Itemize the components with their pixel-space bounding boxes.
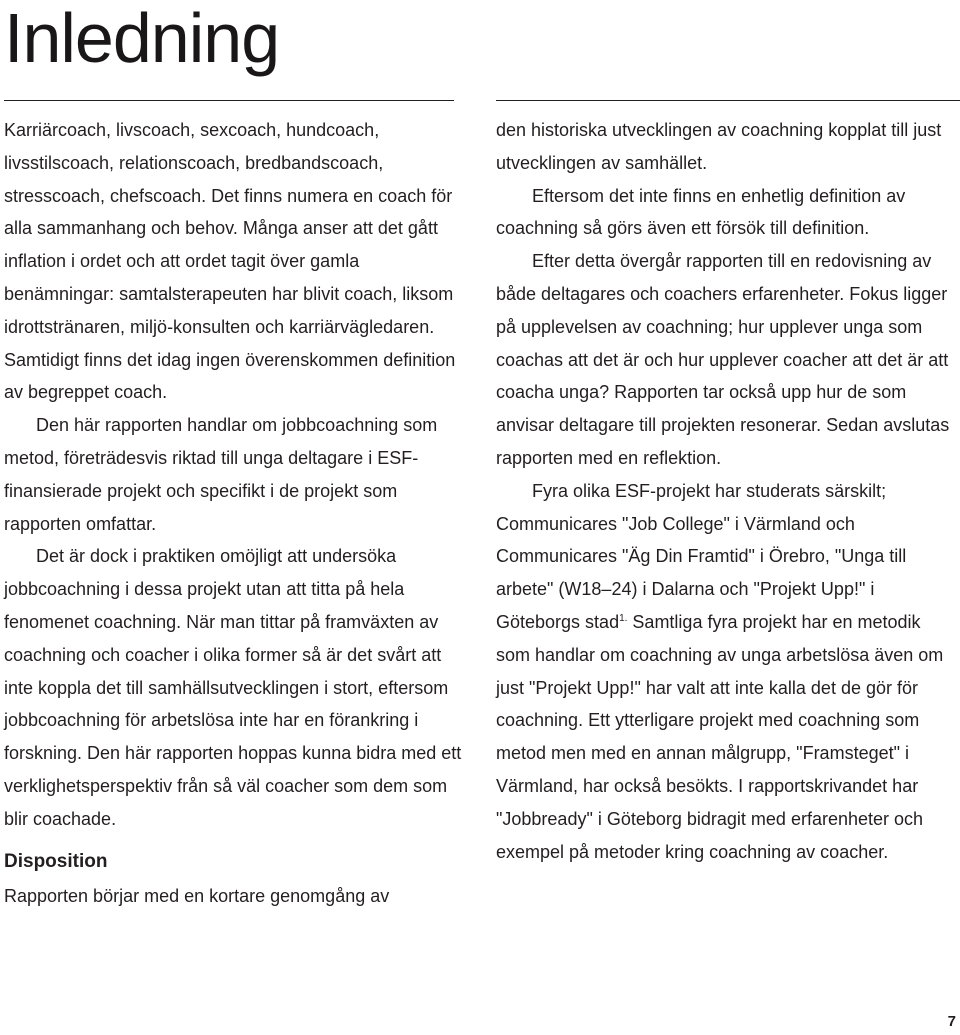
right-column-rule — [496, 100, 960, 101]
page-title: Inledning — [4, 0, 280, 77]
left-paragraph-4: Rapporten börjar med en kortare genomgång av — [4, 885, 390, 906]
right-paragraph-4-text-a: Fyra olika ESF-projekt har studerats särskilt; Communicares "Job College" i Värmland och Communicares "Äg Din Framtid" i Örebro, "Unga till arbete" (W18–24) i Dalarna och "Projekt Upp!" i Göteborgs stad — [496, 480, 907, 632]
left-paragraph-3: Det är dock i praktiken omöjligt att undersöka jobbcoachning i dessa projekt utan att titta på hela fenomenet coachning. När man tittar på framväxten av coachning och coacher i olika former så är det svårt att inte koppla det till samhällsutvecklingen i stort, eftersom jobbcoachning för arbetslösa inte har en förankring i forskning. Den här rapporten hoppas kunna bidra med ett verklighetsperspektiv från så väl coacher som dem som blir coachade. — [4, 546, 462, 829]
right-paragraph-4 — [496, 475, 958, 869]
left-paragraph-1: Karriärcoach, livscoach, sexcoach, hundcoach, livsstilscoach, relationscoach, bredbandscoach, stresscoach, chefscoach. Det finns numera en coach för alla sammanhang och behov. Många anser att det gått inflation i ordet och att ordet tagit över gamla benämningar: samtalsterapeuten har blivit coach, liksom idrottstränaren, miljö-konsulten och karriärvägledaren. Samtidigt finns det idag ingen överenskommen definition av begreppet coach. — [4, 120, 456, 403]
left-paragraph-2: Den här rapporten handlar om jobbcoachning som metod, företrädesvis riktad till unga deltagare i ESF-finansierade projekt och specifikt i de projekt som rapporten omfattar. — [4, 415, 438, 534]
right-paragraph-1: den historiska utvecklingen av coachning kopplat till just utvecklingen av samhället. — [496, 120, 942, 173]
right-paragraph-4-text-b: Samtliga fyra projekt har en metodik som handlar om coachning av unga arbetslösa även om just "Projekt Upp!" har valt att inte kalla det de gör för coachning. Ett ytterligare projekt med coachning som metod men med en annan målgrupp, "Framsteget" i Värmland, har också besökts. I rapportskrivandet har "Jobbready" i Göteborg bidragit med erfarenheter och exempel på metoder kring coachning av coacher. — [496, 611, 944, 862]
section-heading-disposition: Disposition — [4, 850, 108, 872]
left-column — [4, 114, 466, 912]
right-paragraph-3: Efter detta övergår rapporten till en redovisning av både deltagares och coachers erfarenheter. Fokus ligger på upplevelsen av coachning; hur upplever unga som coachas att det är och hur upplever coacher att det är att coacha unga? Rapporten tar också upp hur de som anvisar deltagare till projekten resonerar. Sedan avslutas rapporten med en reflektion. — [496, 251, 950, 468]
right-paragraph-2: Eftersom det inte finns en enhetlig definition av coachning så görs även ett försök till definition. — [496, 185, 906, 239]
page-number: 7 — [947, 1013, 956, 1030]
right-column — [496, 114, 958, 868]
footnote-marker: 1. — [619, 612, 628, 624]
left-column-rule — [4, 100, 454, 101]
